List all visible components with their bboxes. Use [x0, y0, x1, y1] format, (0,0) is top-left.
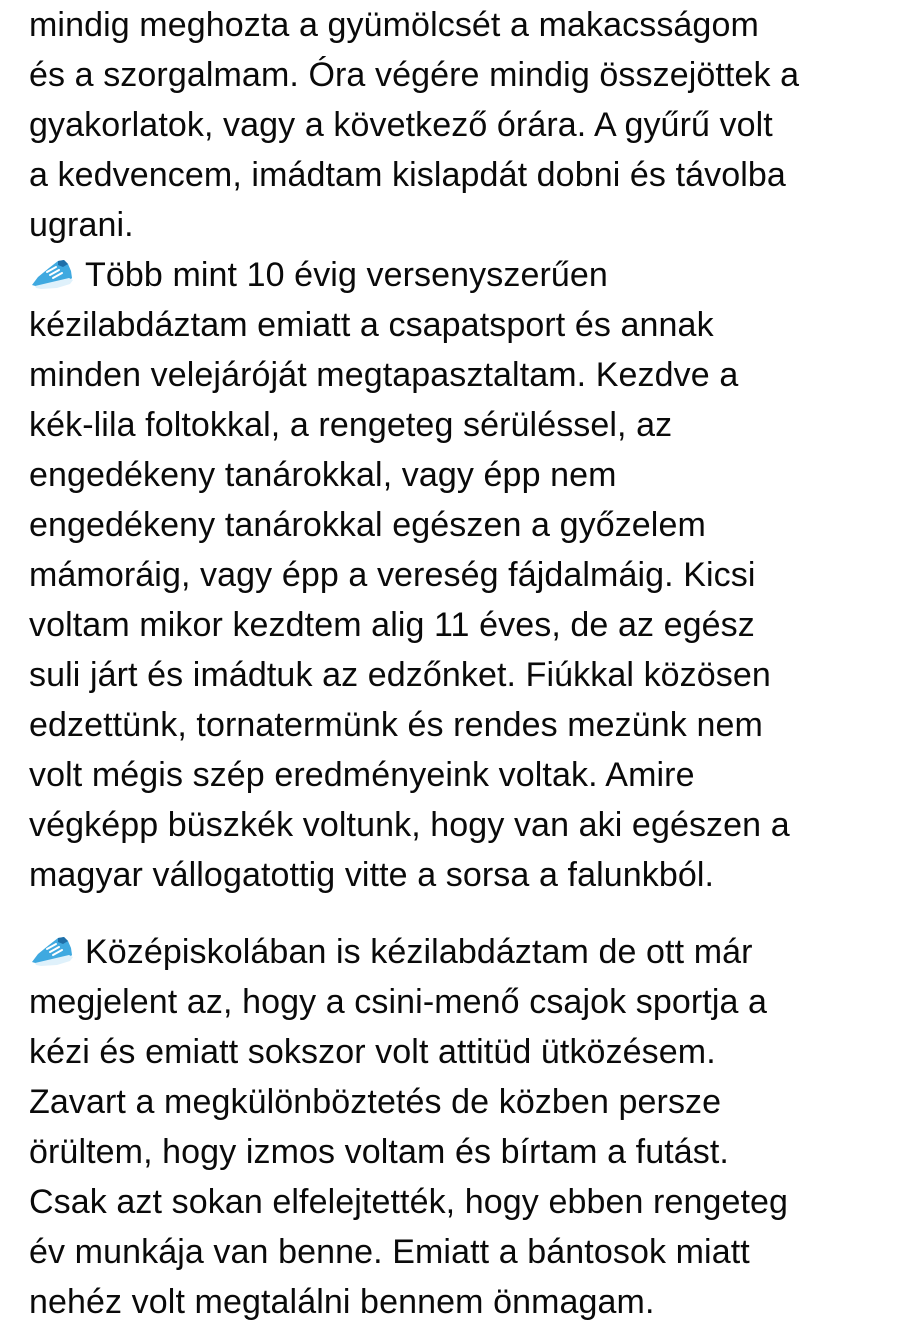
- text-line: kézilabdáztam emiatt a csapatsport és annak: [29, 306, 714, 344]
- text-line: kék-lila foltokkal, a rengeteg sérüléssel, az: [29, 406, 673, 444]
- text-line: mindig meghozta a gyümölcsét a makacsságom: [29, 6, 759, 44]
- text-line: engedékeny tanárokkal, vagy épp nem: [29, 456, 617, 494]
- post-text: [29, 0, 899, 1327]
- text-line: év munkája van benne. Emiatt a bántosok miatt: [29, 1233, 750, 1271]
- text-line: ugrani.: [29, 206, 134, 244]
- paragraph-3-first-line: Középiskolában is kézilabdáztam de ott már: [85, 933, 753, 971]
- text-line: gyakorlatok, vagy a következő órára. A gyűrű volt: [29, 106, 773, 144]
- text-line: edzettünk, tornatermünk és rendes mezünk nem: [29, 706, 763, 744]
- text-line: végképp büszkék voltunk, hogy van aki egészen a: [29, 806, 790, 844]
- text-line: örültem, hogy izmos voltam és bírtam a futást.: [29, 1133, 729, 1171]
- text-line: volt mégis szép eredményeink voltak. Amire: [29, 756, 695, 794]
- text-line: engedékeny tanárokkal egészen a győzelem: [29, 506, 706, 544]
- text-line-with-icon: [29, 927, 899, 977]
- paragraph-1: [29, 0, 899, 250]
- text-line-with-icon: [29, 250, 899, 300]
- text-line: magyar vállogatottig vitte a sorsa a falunkból.: [29, 856, 715, 894]
- text-line: a kedvencem, imádtam kislapdát dobni és távolba: [29, 156, 786, 194]
- text-line: voltam mikor kezdtem alig 11 éves, de az egész: [29, 606, 755, 644]
- text-line: és a szorgalmam. Óra végére mindig összejöttek a: [29, 56, 800, 94]
- text-line: nehéz volt megtalálni bennem önmagam.: [29, 1283, 655, 1321]
- paragraph-gap: [29, 900, 899, 927]
- text-line: Zavart a megkülönböztetés de közben persze: [29, 1083, 722, 1121]
- text-line: suli járt és imádtuk az edzőnket. Fiúkkal közösen: [29, 656, 771, 694]
- text-line: minden velejáróját megtapasztaltam. Kezdve a: [29, 356, 739, 394]
- text-line: megjelent az, hogy a csini-menő csajok sportja a: [29, 983, 768, 1021]
- paragraph-2-first-line: Több mint 10 évig versenyszerűen: [85, 256, 608, 294]
- text-line: mámoráig, vagy épp a vereség fájdalmáig. Kicsi: [29, 556, 756, 594]
- text-line: kézi és emiatt sokszor volt attitüd ütközésem.: [29, 1033, 716, 1071]
- running-shoe-icon: [29, 934, 75, 968]
- paragraph-2: [29, 250, 899, 900]
- paragraph-3: [29, 927, 899, 1327]
- running-shoe-icon: [29, 257, 75, 291]
- text-line: Csak azt sokan elfelejtették, hogy ebben rengeteg: [29, 1183, 789, 1221]
